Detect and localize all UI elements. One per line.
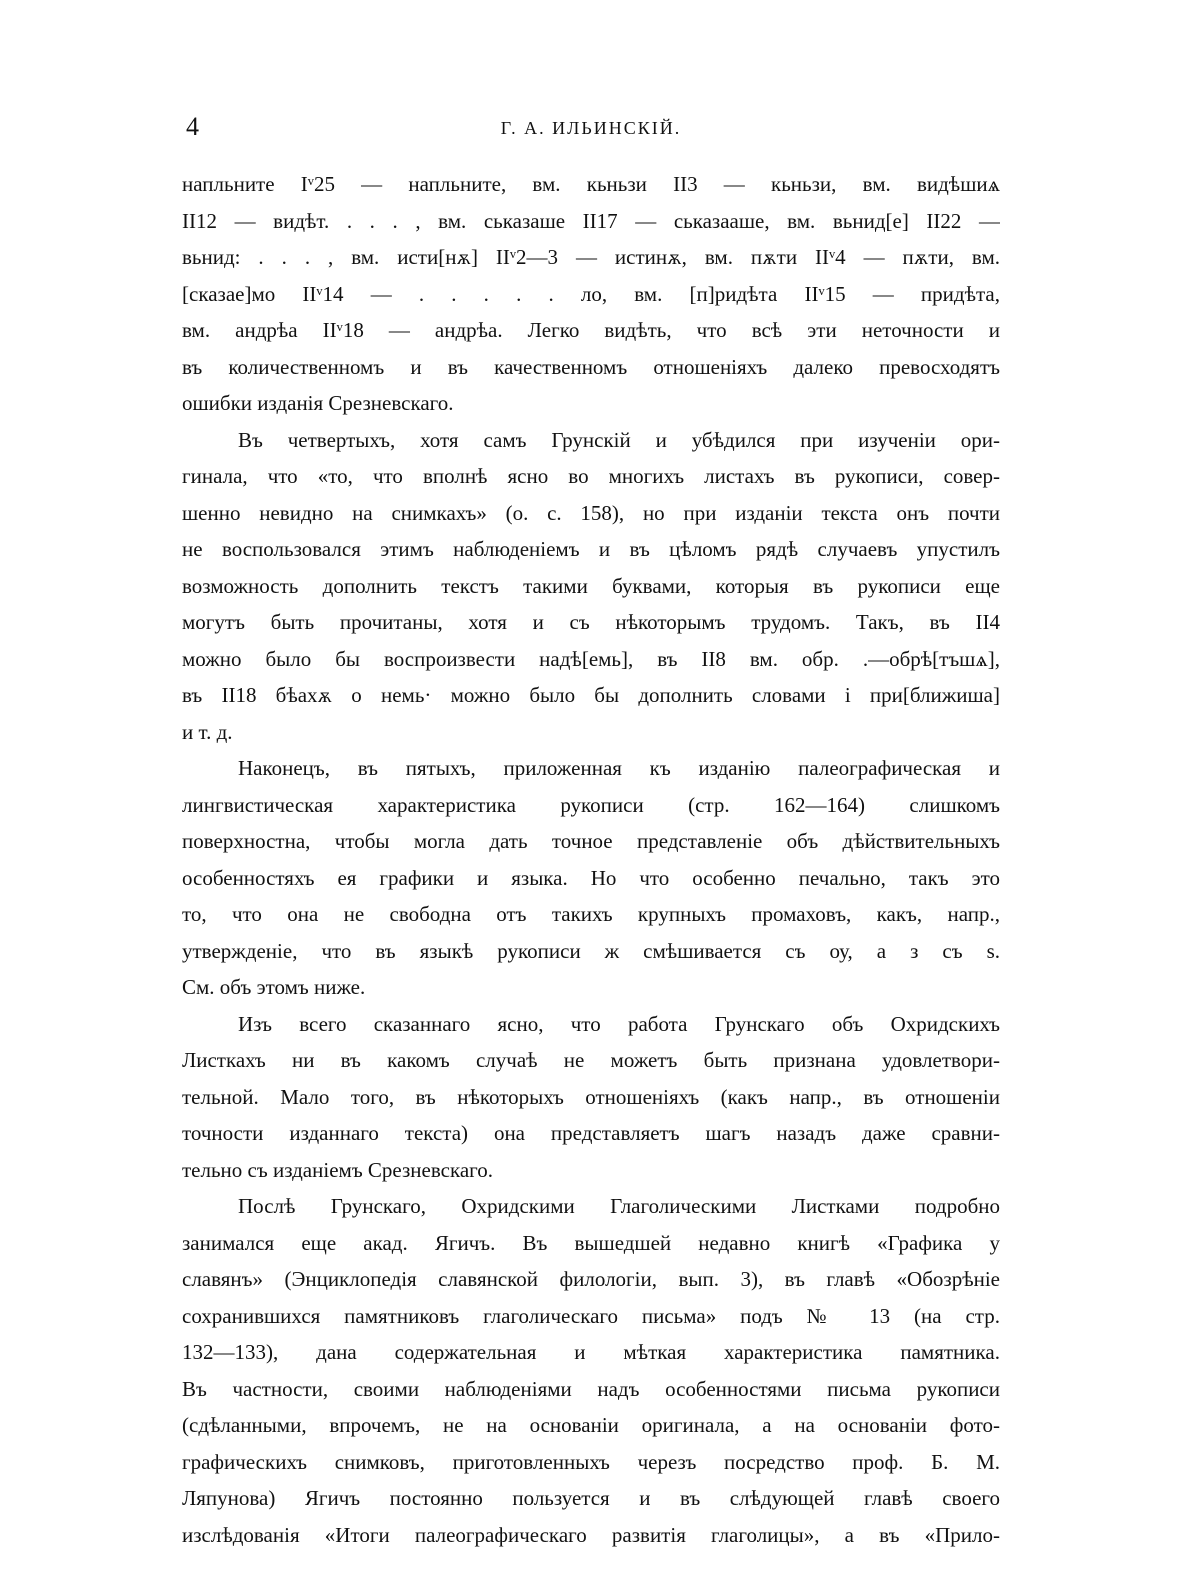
page-number: 4	[186, 112, 199, 141]
text-line: Въ четвертыхъ, хотя самъ Грунскій и убѣдился при изученіи ори-	[238, 427, 1000, 452]
text-line: [сказае]мо IIᵛ14 — . . . . . ло, вм. [п]ридѣта IIᵛ15 — придѣта,	[182, 281, 1000, 306]
text-line: не воспользовался этимъ наблюденіемъ и въ цѣломъ рядѣ случаевъ упустилъ	[182, 537, 1000, 561]
text-line: можно было бы воспроизвести надѣ[емь], въ II8 вм. обр. .—обрѣ[тъшѧ],	[182, 646, 1000, 671]
text-line: въ II18 бѣахѫ о немь· можно было бы дополнить словами і при[ближиша]	[182, 683, 1000, 707]
text-line: вм. андрѣа IIᵛ18 — андрѣа. Легко видѣть, что всѣ эти неточности и	[182, 318, 1000, 342]
text-line: лингвистическая характеристика рукописи (стр. 162—164) слишкомъ	[182, 792, 1000, 817]
text-line: Листкахъ ни въ какомъ случаѣ не можетъ быть признана удовлетвори-	[182, 1048, 1000, 1072]
page-header	[186, 112, 996, 148]
text-line: то, что она не свободна отъ такихъ крупныхъ промаховъ, какъ, напр.,	[182, 902, 1000, 926]
text-line: славянъ» (Энциклопедія славянской филологіи, вып. 3), въ главѣ «Обозрѣніе	[182, 1267, 1000, 1291]
text-line: Наконецъ, въ пятыхъ, приложенная къ изданію палеографическая и	[238, 756, 1000, 780]
text-line: См. объ этомъ ниже.	[182, 975, 366, 999]
body-text	[182, 166, 1000, 1553]
text-line: шенно невидно на снимкахъ» (о. с. 158), но при изданіи текста онъ почти	[182, 500, 1000, 525]
text-line: (сдѣланными, впрочемъ, не на основаніи оригинала, а на основаніи фото-	[182, 1413, 1000, 1437]
text-line: II12 — видѣт. . . . , вм. ськазаше II17 — ськазааше, вм. вьнид[е] II22 —	[182, 208, 1000, 233]
text-line: занимался еще акад. Ягичъ. Въ вышедшей недавно книгѣ «Графика у	[182, 1230, 1000, 1255]
text-line: Ляпунова) Ягичъ постоянно пользуется и въ слѣдующей главѣ своего	[182, 1486, 1000, 1510]
text-line: утвержденіе, что въ языкѣ рукописи ж смѣшивается съ оу, а з съ ѕ.	[182, 938, 1000, 963]
text-line: Въ частности, своими наблюденіями надъ особенностями письма рукописи	[182, 1376, 1000, 1401]
text-line: тельно съ изданіемъ Срезневскаго.	[182, 1157, 494, 1182]
text-line: гинала, что «то, что вполнѣ ясно во многихъ листахъ въ рукописи, совер-	[182, 464, 1000, 488]
text-line: возможность дополнить текстъ такими буквами, которыя въ рукописи еще	[182, 573, 1000, 598]
text-line: поверхностна, чтобы могла дать точное представленіе объ дѣйствительныхъ	[182, 829, 1000, 853]
text-line: особенностяхъ ея графики и языка. Но что особенно печально, такъ это	[182, 865, 1000, 890]
text-line: Изъ всего сказаннаго ясно, что работа Грунскаго объ Охридскихъ	[238, 1011, 1000, 1036]
text-line: ошибки изданія Срезневскаго.	[182, 391, 454, 415]
text-line: Послѣ Грунскаго, Охридскими Глаголическими Листками подробно	[238, 1194, 1000, 1218]
text-line: точности изданнаго текста) она представляетъ шагъ назадъ даже сравни-	[182, 1121, 1000, 1145]
text-line: вьнид: . . . , вм. исти[нѫ] IIᵛ2—3 — истинѫ, вм. пѫти IIᵛ4 — пѫти, вм.	[182, 245, 1000, 269]
text-line: изслѣдованія «Итоги палеографическаго развитія глаголицы», а въ «Прило-	[182, 1522, 1000, 1547]
text-line: и т. д.	[182, 719, 233, 744]
text-line: графическихъ снимковъ, приготовленныхъ черезъ посредство проф. Б. М.	[182, 1449, 1000, 1474]
text-line: въ количественномъ и въ качественномъ отношеніяхъ далеко превосходятъ	[182, 354, 1000, 379]
text-line: напльните Iᵛ25 — напльните, вм. кьньзи II3 — кьньзи, вм. видѣшиѧ	[182, 172, 1000, 196]
text-line: сохранившихся памятниковъ глаголическаго письма» подъ № 13 (на стр.	[182, 1303, 1000, 1328]
running-head: Г. А. ИЛЬИНСКІЙ.	[500, 118, 682, 138]
text-line: могутъ быть прочитаны, хотя и съ нѣкоторымъ трудомъ. Такъ, въ II4	[182, 610, 1000, 634]
text-line: тельной. Мало того, въ нѣкоторыхъ отношеніяхъ (какъ напр., въ отношеніи	[182, 1084, 1000, 1109]
text-line: 132—133), дана содержательная и мѣткая характеристика памятника.	[182, 1340, 1000, 1364]
